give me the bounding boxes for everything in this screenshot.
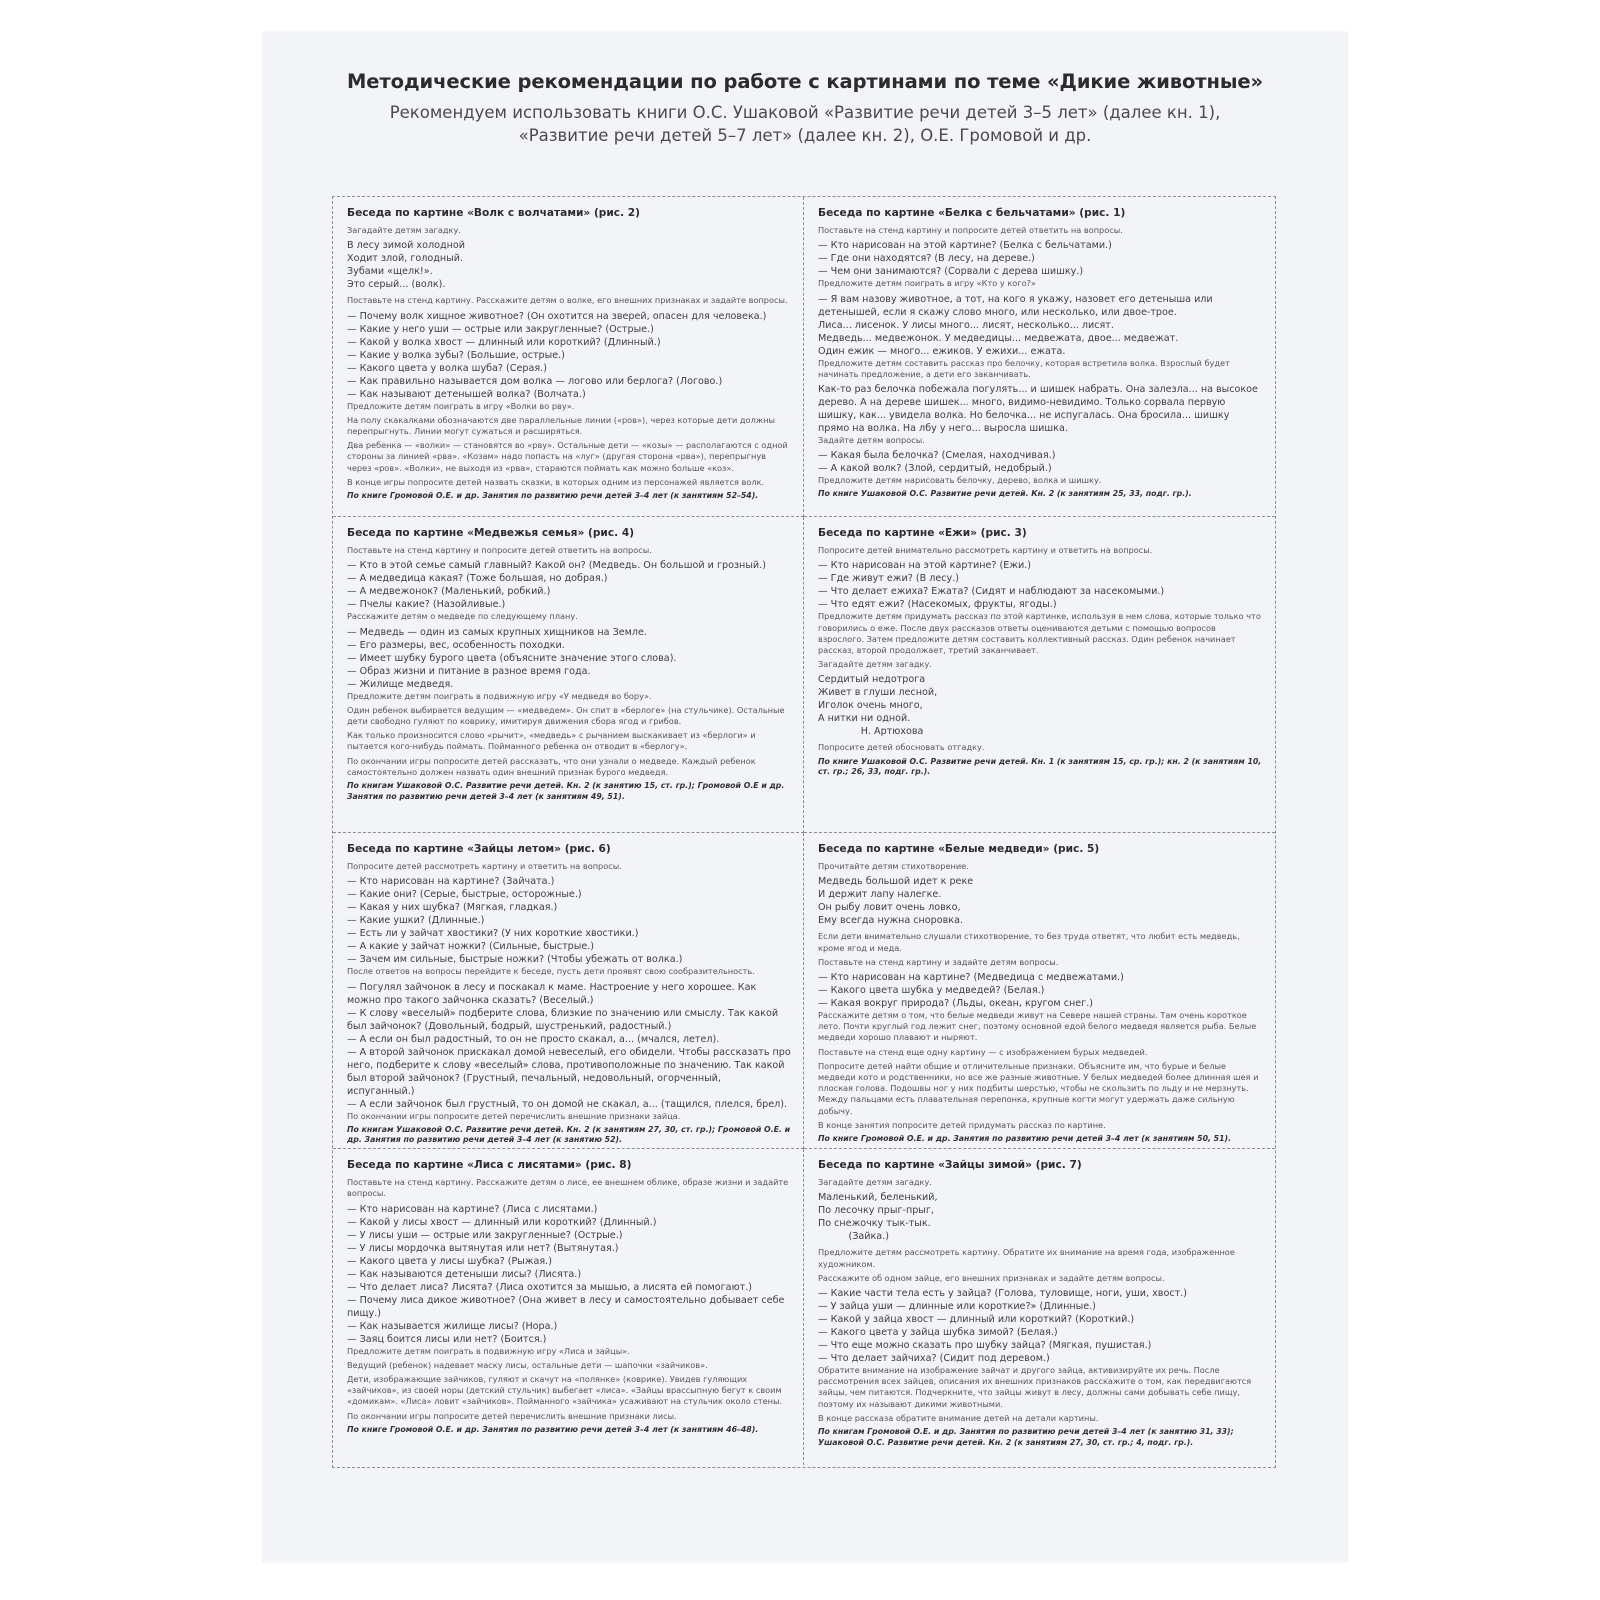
paragraph: Попросите детей найти общие и отличительные признаки. Объясните им, что бурые и белые медведи кото и родственники, но все же разные животные. У белых медведей более длинная шея и плоская голова. Подошвы ног у них подбиты шерстью, чтобы не скользить по льду и не мерзнуть. Между пальцами есть плавательная перепонка, крупные когти могут удержать даже сильную добычу. <box>818 1060 1259 1116</box>
question-line: — Где живут ежи? (В лесу.) <box>818 573 960 585</box>
paragraph: Ведущий (ребенок) надевает маску лисы, остальные дети — шапочки «зайчиков». <box>347 1359 708 1370</box>
poem-line: По снежочку тык-тык. <box>818 1218 931 1230</box>
card <box>804 517 1275 833</box>
card <box>333 517 804 833</box>
card-intro: Загадайте детям загадку. <box>347 225 461 236</box>
game-intro: Предложите детям поиграть в подвижную игру «Лиса и зайцы». <box>347 1345 630 1356</box>
game-intro: Предложите детям поиграть в подвижную игру «У медведя во бору». <box>347 690 652 701</box>
paragraph: Если дети внимательно слушали стихотворение, то без труда ответят, что любит есть медведь, кроме ягод и меда. <box>818 931 1240 953</box>
question-line: — Пчелы какие? (Назойливые.) <box>347 599 506 611</box>
card-title: Беседа по картине «Волк с волчатами» (рис. 2) <box>347 207 640 219</box>
question-line: — Какого цвета у волка шуба? (Серая.) <box>347 362 547 374</box>
card-title: Беседа по картине «Ежи» (рис. 3) <box>818 527 1027 539</box>
card-intro: Поставьте на стенд картину. Расскажите детям о лисе, ее внешнем облике, образе жизни и задайте вопросы. <box>347 1177 789 1199</box>
document-title: Методические рекомендации по работе с картинами по теме «Дикие животные» <box>346 70 1264 93</box>
paragraph: Предложите детям составить рассказ про белочку, которая встретила волка. Взрослый будет начинать предложение, а дети его заканчивать. <box>818 357 1230 379</box>
question-line: — Как правильно называется дом волка — логово или берлога? (Логово.) <box>347 375 723 387</box>
poem-line: Иголок очень много, <box>818 700 923 712</box>
question-line: — Какого цвета шубка у медведей? (Белая.) <box>818 985 1045 997</box>
question-line: — У лисы мордочка вытянутая или нет? (Вытянутая.) <box>347 1242 619 1254</box>
card <box>804 1149 1275 1465</box>
question-line: — Какие у него уши — острые или закругленные? (Острые.) <box>347 323 654 335</box>
poem-line: Это серый... (волк). <box>347 279 446 291</box>
question-line: — Какого цвета у лисы шубка? (Рыжая.) <box>347 1255 552 1267</box>
card-intro: Загадайте детям загадку. <box>818 659 932 670</box>
question-line: — Какая была белочка? (Смелая, находчивая.) <box>818 450 1056 462</box>
game-intro: Предложите детям поиграть в игру «Волки во рву». <box>347 400 575 411</box>
card <box>333 1149 804 1465</box>
question-line: — Кто нарисован на картине? (Медведица с медвежатами.) <box>818 972 1124 984</box>
question-line: — У лисы уши — острые или закругленные? (Острые.) <box>347 1229 623 1241</box>
paragraph: В конце игры попросите детей назвать сказки, в которых одним из персонажей является волк. <box>347 476 765 487</box>
card <box>804 197 1275 517</box>
paragraph: В конце занятия попросите детей придумать рассказ по картине. <box>818 1119 1106 1130</box>
card-title: Беседа по картине «Медвежья семья» (рис. 4) <box>347 527 635 539</box>
question-line: — А если зайчонок был грустный, то он домой не скакал, а... (тащился, плелся, брел). <box>347 1098 788 1110</box>
story-text: Как-то раз белочка побежала погулять... и шишек набрать. Она залезла... на высокое дерево. А на дереве шишек... много, видимо-невидимо. Только сорвала первую шишку, как... увидела волка. Но белочка... не испугалась. Она бросила... шишку прямо на волка. На лбу у него... выросла шишка. <box>818 384 1258 435</box>
paragraph: Дети, изображающие зайчиков, гуляют и скачут на «полянке» (коврике). Увидев гуляющих «зайчиков», из своей норы (детский стульчик) выбегает «лиса». «Зайцы врассыпную бегут к своим «домикам». «Лиса» ловит «зайчиков». Пойманного «зайчика» усаживают на стульчик около стены. <box>347 1374 783 1407</box>
question-line: — Какая у них шубка? (Мягкая, гладкая.) <box>347 902 558 914</box>
question-line: — Какой у лисы хвост — длинный или короткий? (Длинный.) <box>347 1216 657 1228</box>
question-line: — К слову «веселый» подберите слова, близкие по значению или смыслу. Так какой был зайчонок? (Довольный, бодрый, шустренький, радостный.) <box>347 1007 779 1032</box>
card-intro: Поставьте на стенд картину и попросите детей ответить на вопросы. <box>818 225 1123 236</box>
paragraph: Поставьте на стенд картину и задайте детям вопросы. <box>818 956 1059 967</box>
question-line: — Что еще можно сказать про шубку зайца? (Мягкая, пушистая.) <box>818 1340 1152 1352</box>
question-line: — А если он был радостный, то он не просто скакал, а... (мчался, летел). <box>347 1033 720 1045</box>
poem-line: Ходит злой, голодный. <box>347 253 464 265</box>
question-line: — Почему волк хищное животное? (Он охотится на зверей, опасен для человека.) <box>347 310 767 322</box>
question-line: — Какие у волка зубы? (Большие, острые.) <box>347 349 565 361</box>
card-intro: Загадайте детям загадку. <box>818 1177 932 1188</box>
question-line: Лиса... лисенок. У лисы много... лисят, несколько... лисят. <box>818 319 1114 331</box>
document-subtitle <box>262 101 1348 147</box>
paragraph: Обратите внимание на изображение зайчат и другого зайца, активизируйте их речь. После рассмотрения всех зайцев, описания их внешних признаков расскажите о том, как передвигаются зайцы, чем питаются. Подчеркните, что зайцы живут в лесу, должны сами добывать себе пищу, поэтому их называют дикими животными. <box>818 1365 1252 1409</box>
paragraph: Два ребенка — «волки» — становятся во «рву». Остальные дети — «козы» — располагаются с одной стороны за линией «рва». «Козам» надо попасть на «луг» (другая сторона «рва»), перепрыгнув через «ров». «Волки», не выходя из «рва», стараются поймать как можно больше «коз». <box>347 440 788 473</box>
question-line: — А медведица какая? (Тоже большая, но добрая.) <box>347 573 608 585</box>
book-reference: По книге Ушаковой О.С. Развитие речи детей. Кн. 1 (к занятиям 15, ср. гр.); кн. 2 (к занятиям 10, ст. гр.; 26, 33, подг. гр.). <box>818 756 1262 777</box>
book-reference: По книге Громовой О.Е. и др. Занятия по развитию речи детей 3–4 лет (к занятиям 46–48). <box>347 1424 759 1434</box>
paragraph: Как только произносится слово «рычит», «медведь» с рычанием выскакивает из «берлоги» и пытается кого-нибудь поймать. Пойманного ребенка он отводит в «берлогу». <box>347 730 756 752</box>
book-reference: По книге Ушаковой О.С. Развитие речи детей. Кн. 2 (к занятиям 25, 33, подг. гр.). <box>818 489 1192 499</box>
card-intro: Попросите детей внимательно рассмотреть картину и ответить на вопросы. <box>818 545 1153 556</box>
question-line: — А какой волк? (Злой, сердитый, недобрый.) <box>818 463 1052 475</box>
poem-line: Зубами «щелк!». <box>347 266 433 278</box>
question-line: Медведь... медвежонок. У медведицы... медвежата, двое... медвежат. <box>818 332 1179 344</box>
poem <box>818 673 1263 738</box>
poem-line: Он рыбу ловит очень ловко, <box>818 902 961 914</box>
question-line: — Что едят ежи? (Насекомых, фрукты, ягоды.) <box>818 599 1057 611</box>
card-title: Беседа по картине «Зайцы зимой» (рис. 7) <box>818 1159 1082 1171</box>
question-line: — Как называется жилище лисы? (Нора.) <box>347 1320 558 1332</box>
book-reference: По книгам Ушаковой О.С. Развитие речи детей. Кн. 2 (к занятию 15, ст. гр.); Громовой О.Е и др. Занятия по развитию речи детей 3–4 лет (к занятиям 49, 51). <box>347 781 785 801</box>
poem-line: И держит лапу налегке. <box>818 889 942 901</box>
card-intro: Прочитайте детям стихотворение. <box>818 861 969 872</box>
question-line: — Кто нарисован на этой картине? (Ежи.) <box>818 560 1032 572</box>
question-line: — Жилище медведя. <box>347 678 454 690</box>
poem <box>818 875 1263 927</box>
question-line: — Какие они? (Серые, быстрые, осторожные.) <box>347 889 582 901</box>
card-title: Беседа по картине «Лиса с лисятами» (рис. 8) <box>347 1159 632 1171</box>
question-line: — Я вам назову животное, а тот, на кого я укажу, назовет его детеныша или детенышей, если я скажу слово много, или несколько, или двое-трое. <box>818 293 1213 318</box>
card <box>333 833 804 1149</box>
paragraph: Попросите детей обосновать отгадку. <box>818 742 985 753</box>
paragraph: Предложите детям нарисовать белочку, дерево, волка и шишку. <box>818 475 1102 486</box>
paragraph: По окончании игры попросите детей перечислить внешние признаки зайца. <box>347 1110 681 1121</box>
poem-line: В лесу зимой холодной <box>347 240 465 252</box>
document-header <box>262 70 1348 147</box>
question-line: — Кто нарисован на картине? (Зайчата.) <box>347 876 555 888</box>
question-line: — Какие ушки? (Длинные.) <box>347 915 485 927</box>
question-line: — А второй зайчонок прискакал домой невеселый, его обидели. Чтобы рассказать про него, подберите к слову «веселый» слова, противоположные по значению. Так какой был второй зайчонок? (Грустный, печальный, недовольный, огорченный, испуганный.) <box>347 1046 791 1097</box>
question-line: Один ежик — много... ежиков. У ежихи... ежата. <box>818 345 1066 357</box>
paragraph: По окончании игры попросите детей перечислить внешние признаки лисы. <box>347 1410 677 1421</box>
question-line: — Что делает зайчиха? (Сидит под деревом.) <box>818 1353 1050 1365</box>
card-task: Поставьте на стенд картину. Расскажите детям о волке, его внешних признаках и задайте вопросы. <box>347 295 788 306</box>
poem-line: Живет в глуши лесной, <box>818 687 938 699</box>
cards-grid <box>332 196 1276 1468</box>
question-line: — А какие у зайчат ножки? (Сильные, быстрые.) <box>347 941 595 953</box>
question-line: — Где они находятся? (В лесу, на дереве.) <box>818 253 1035 265</box>
question-line: — Какие части тела есть у зайца? (Голова, туловище, ноги, уши, хвост.) <box>818 1288 1187 1300</box>
paragraph: На полу скакалками обозначаются две параллельные линии («ров»), через которые дети должны перепрыгнуть. Линии могут сужаться и расширяться. <box>347 414 775 437</box>
question-line: — Как называют детенышей волка? (Волчата.) <box>347 388 586 400</box>
question-line: — Кто в этой семье самый главный? Какой он? (Медведь. Он большой и грозный.) <box>347 560 766 572</box>
paragraph: Предложите детям придумать рассказ по этой картинке, используя в нем слова, которые только что говорились о еже. После двух рассказов ответы оцениваются детьми с помощью вопросов взрослого. Затем предложите детям составить коллективный рассказ. Один ребенок начинает рассказ, второй продолжает, третий заканчивает. <box>818 611 1261 656</box>
paragraph: Расскажите детям о том, что белые медведи живут на Севере нашей страны. Там очень короткое лето. Почти круглый год лежит снег, поэтому основной едой белого медведя является рыба. Белые медведи хорошо плавают и ныряют. <box>818 1010 1257 1043</box>
card-intro: Поставьте на стенд картину и попросите детей ответить на вопросы. <box>347 545 652 556</box>
question-line: — Образ жизни и питание в разное время года. <box>347 665 591 677</box>
question-line: — А медвежонок? (Маленький, робкий.) <box>347 586 551 598</box>
poem-line: Медведь большой идет к реке <box>818 876 974 888</box>
card-intro: Расскажите детям о медведе по следующему плану. <box>347 611 578 622</box>
card-title: Беседа по картине «Белые медведи» (рис. 5) <box>818 843 1100 855</box>
card-intro: Попросите детей рассмотреть картину и ответить на вопросы. <box>347 861 622 872</box>
question-line: — Как называются детеныши лисы? (Лисята.) <box>347 1268 582 1280</box>
poem-line: (Зайка.) <box>818 1231 889 1243</box>
card-title: Беседа по картине «Белка с бельчатами» (рис. 1) <box>818 207 1126 219</box>
question-line: — Чем они занимаются? (Сорвали с дерева шишку.) <box>818 266 1084 278</box>
poem <box>818 1191 1263 1243</box>
question-line: — Кто нарисован на этой картине? (Белка с бельчатами.) <box>818 240 1112 252</box>
poem-line: По лесочку прыг-прыг, <box>818 1205 934 1217</box>
paragraph: Один ребенок выбирается ведущим — «медведем». Он спит в «берлоге» (на стульчике). Остальные дети свободно гуляют по коврику, имитируя движения сбора ягод и грибов. <box>347 704 785 727</box>
paragraph: Предложите детям рассмотреть картину. Обратите их внимание на время года, изображенное художником. <box>818 1247 1235 1269</box>
poem-line: Маленький, беленький, <box>818 1192 938 1204</box>
question-line: — Почему лиса дикое животное? (Она живет в лесу и самостоятельно добывает себе пищу.) <box>347 1294 785 1319</box>
book-reference: По книге Громовой О.Е. и др. Занятия по развитию речи детей 3–4 лет (к занятиям 52–54). <box>347 491 759 501</box>
question-line: — Его размеры, вес, особенность походки. <box>347 639 565 651</box>
question-line: — Погулял зайчонок в лесу и поскакал к маме. Настроение у него хорошее. Как можно про такого зайчонка сказать? (Веселый.) <box>347 981 757 1006</box>
subtitle-line-2: «Развитие речи детей 5–7 лет» (далее кн. 2), О.Е. Громовой и др. <box>518 126 1092 145</box>
paragraph: В конце рассказа обратите внимание детей на детали картины. <box>818 1412 1099 1423</box>
paragraph: По окончании игры попросите детей рассказать, что они узнали о медведе. Каждый ребенок самостоятельно должен назвать один внешний признак бурого медведя. <box>347 755 756 777</box>
question-line: — Медведь — один из самых крупных хищников на Земле. <box>347 626 647 638</box>
poem-line: А нитки ни одной. <box>818 713 911 725</box>
paragraph: Поставьте на стенд еще одну картину — с изображением бурых медведей. <box>818 1046 1148 1057</box>
card-title: Беседа по картине «Зайцы летом» (рис. 6) <box>347 843 611 855</box>
poem-line: Ему всегда нужна сноровка. <box>818 915 964 927</box>
question-line: — Что делает лиса? Лисята? (Лиса охотится за мышью, а лисята ей помогают.) <box>347 1281 753 1293</box>
poem-line: Н. Артюхова <box>818 726 924 738</box>
question-line: — Есть ли у зайчат хвостики? (У них короткие хвостики.) <box>347 928 639 940</box>
document-sheet <box>262 32 1348 1562</box>
poem <box>347 239 791 291</box>
question-line: — Что делает ежиха? Ежата? (Сидят и наблюдают за насекомыми.) <box>818 586 1165 598</box>
question-line: — Кто нарисован на картине? (Лиса с лисятами.) <box>347 1203 598 1215</box>
subtitle-line-1: Рекомендуем использовать книги О.С. Ушаковой «Развитие речи детей 3–5 лет» (далее кн. 1), <box>389 103 1221 122</box>
question-line: — Какая вокруг природа? (Льды, океан, кругом снег.) <box>818 998 1093 1010</box>
card <box>333 197 804 517</box>
question-line: — Зачем им сильные, быстрые ножки? (Чтобы убежать от волка.) <box>347 954 683 966</box>
question-line: — Какой у зайца хвост — длинный или короткий? (Короткий.) <box>818 1314 1135 1326</box>
question-line: — Имеет шубку бурого цвета (объясните значение этого слова). <box>347 652 677 664</box>
book-reference: По книге Громовой О.Е. и др. Занятия по развитию речи детей 3–4 лет (к занятиям 50, 51). <box>818 1134 1232 1144</box>
card-intro: Задайте детям вопросы. <box>818 435 925 446</box>
question-line: — Какой у волка хвост — длинный или короткий? (Длинный.) <box>347 336 661 348</box>
question-line: — Какого цвета у зайца шубка зимой? (Белая.) <box>818 1327 1058 1339</box>
paragraph: Расскажите об одном зайце, его внешних признаках и задайте детям вопросы. <box>818 1272 1165 1283</box>
card <box>804 833 1275 1149</box>
book-reference: По книгам Громовой О.Е. и др. Занятия по развитию речи детей 3–4 лет (к занятию 31, 33); Ушаковой О.С. Развитие речи детей. Кн. 2 (к занятиям 27, 30, ст. гр.; 4, подг. гр.). <box>818 1427 1234 1447</box>
question-line: — У зайца уши — длинные или короткие?» (Длинные.) <box>818 1301 1096 1313</box>
card-intro: После ответов на вопросы перейдите к беседе, пусть дети проявят свою сообразительность. <box>347 966 755 977</box>
book-reference: По книгам Ушаковой О.С. Развитие речи детей. Кн. 2 (к занятиям 27, 30, ст. гр.); Громовой О.Е. и др. Занятия по развитию речи детей 3–4 лет (к занятию 52). <box>347 1124 791 1145</box>
poem-line: Сердитый недотрога <box>818 674 926 686</box>
game-intro: Предложите детям поиграть в игру «Кто у кого?» <box>818 278 1036 289</box>
question-line: — Заяц боится лисы или нет? (Боится.) <box>347 1333 547 1345</box>
